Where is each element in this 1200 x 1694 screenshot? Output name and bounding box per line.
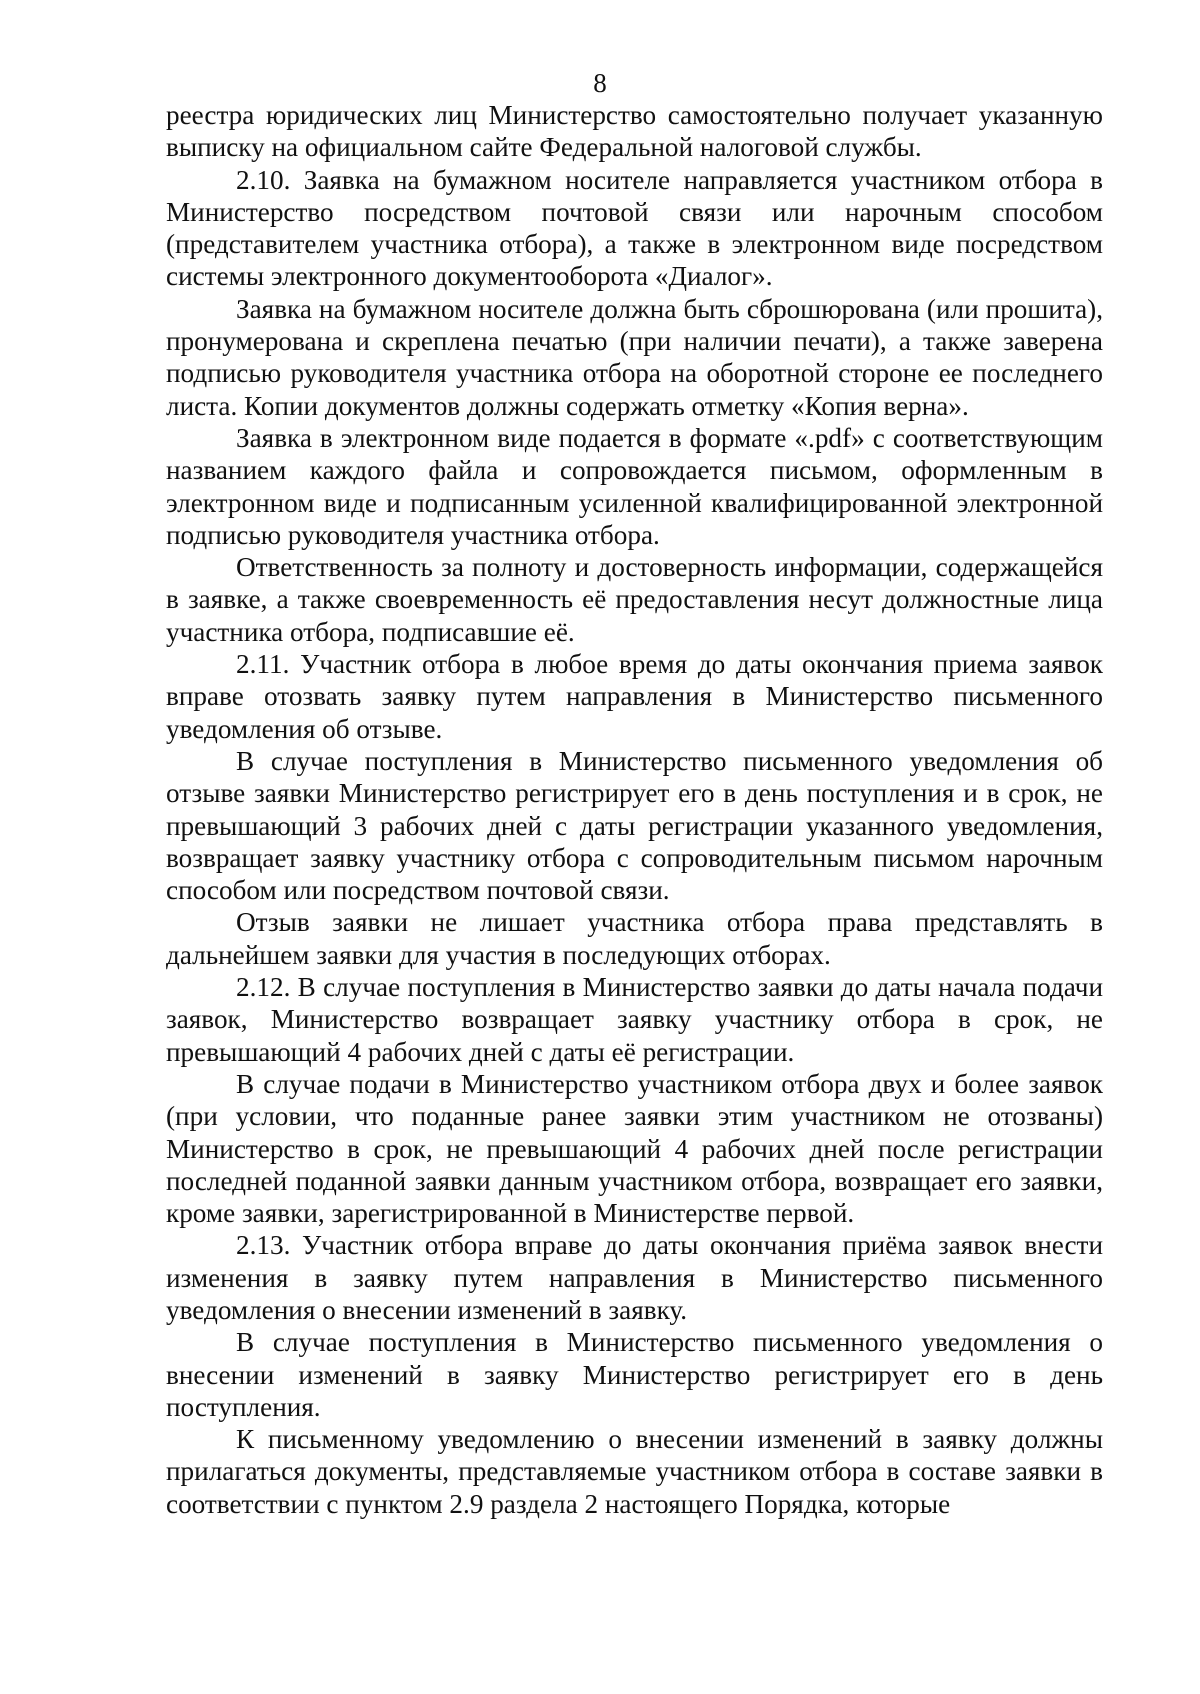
paragraph-changes-notice: В случае поступления в Министерство письменного уведомления о внесении изменений в заявку Министерство регистрирует его в день поступления. bbox=[166, 1327, 1103, 1422]
paragraph-paper-application: Заявка на бумажном носителе должна быть сброшюрована (или прошита), пронумерована и скреплена печатью (при наличии печати), а также заверена подписью руководителя участника отбора на оборотной стороне ее последнего листа. Копии документов должны содержать отметку «Копия верна». bbox=[166, 293, 1103, 421]
paragraph-multiple-applications: В случае подачи в Министерство участником отбора двух и более заявок (при условии, что поданные ранее заявки этим участником не отозваны) Министерство в срок, не превышающий 4 рабочих дней после регистрации последней поданной заявки данным участником отбора, возвращает его заявки, кроме заявки, зарегистрированной в Министерстве первой. bbox=[166, 1068, 1103, 1229]
document-body bbox=[166, 99, 1103, 1520]
paragraph-2-12: 2.12. В случае поступления в Министерство заявки до даты начала подачи заявок, Министерство возвращает заявку участнику отбора в срок, не превышающий 4 рабочих дней с даты её регистрации. bbox=[166, 972, 1103, 1067]
paragraph-2-10: 2.10. Заявка на бумажном носителе направляется участником отбора в Министерство посредством почтовой связи или нарочным способом (представителем участника отбора), а также в электронном виде посредством системы электронного документооборота «Диалог». bbox=[166, 164, 1103, 292]
paragraph-changes-documents: К письменному уведомлению о внесении изменений в заявку должны прилагаться документы, представляемые участником отбора в составе заявки в соответствии с пунктом 2.9 раздела 2 настоящего Порядка, которые bbox=[166, 1424, 1103, 1519]
paragraph-2-11: 2.11. Участник отбора в любое время до даты окончания приема заявок вправе отозвать заявку путем направления в Министерство письменного уведомления об отзыве. bbox=[166, 649, 1103, 744]
paragraph-electronic-application: Заявка в электронном виде подается в формате «.pdf» с соответствующим названием каждого файла и сопровождается письмом, оформленным в электронном виде и подписанным усиленной квалифицированной электронной подписью руководителя участника отбора. bbox=[166, 422, 1103, 550]
paragraph-withdrawal-notice: В случае поступления в Министерство письменного уведомления об отзыве заявки Министерство регистрирует его в день поступления и в срок, не превышающий 3 рабочих дней с даты регистрации указанного уведомления, возвращает заявку участнику отбора с сопроводительным письмом нарочным способом или посредством почтовой связи. bbox=[166, 745, 1103, 906]
paragraph-withdrawal-effect: Отзыв заявки не лишает участника отбора права представлять в дальнейшем заявки для участия в последующих отборах. bbox=[166, 907, 1103, 970]
paragraph-responsibility: Ответственность за полноту и достоверность информации, содержащейся в заявке, а также своевременность её предоставления несут должностные лица участника отбора, подписавшие её. bbox=[166, 552, 1103, 647]
paragraph-2-13: 2.13. Участник отбора вправе до даты окончания приёма заявок внести изменения в заявку путем направления в Министерство письменного уведомления о внесении изменений в заявку. bbox=[166, 1230, 1103, 1325]
paragraph-continuation: реестра юридических лиц Министерство самостоятельно получает указанную выписку на официальном сайте Федеральной налоговой службы. bbox=[166, 100, 1103, 163]
page-number: 8 bbox=[593, 68, 607, 98]
